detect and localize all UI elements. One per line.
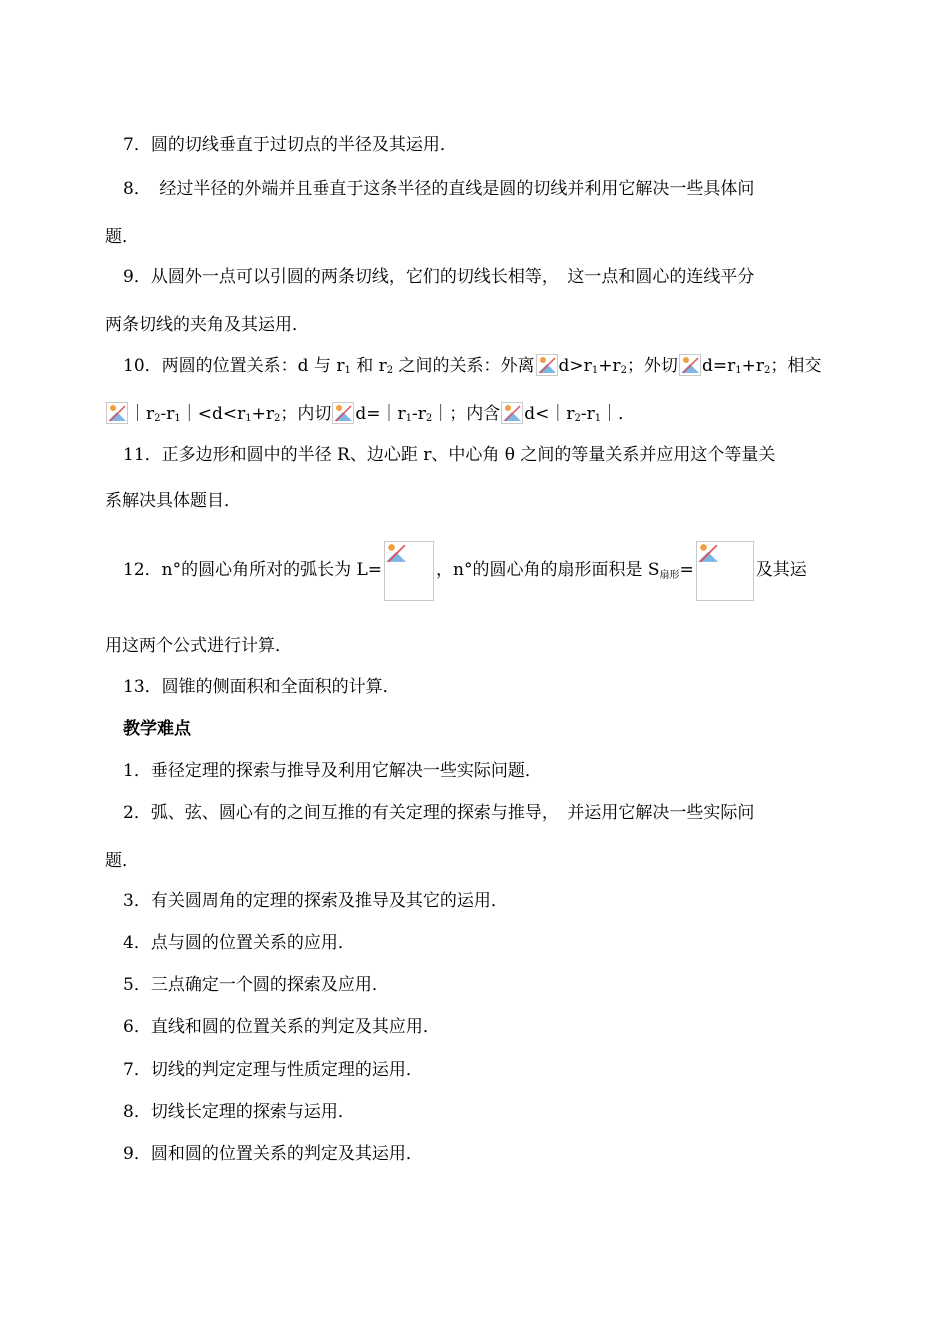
broken-image-icon xyxy=(106,402,128,424)
difficulty-4: 4．点与圆的位置关系的应用． xyxy=(123,933,355,953)
item-11-line2: 系解决具体题目． xyxy=(105,491,241,511)
item-10-line2: $|r_2-r_1|<d<r_1+r_2$；内切 $d=|r_1-r_2|$；内含 $d<|r_2-r_1|$． xyxy=(0,402,950,425)
item-9-line1: 9．从圆外一点可以引圆的两条切线，它们的切线长相等， 这一点和圆心的连线平分 xyxy=(123,267,755,287)
difficulty-3: 3．有关圆周角的定理的探索及推导及其它的运用． xyxy=(123,891,508,911)
sector-area-formula-image xyxy=(696,541,754,601)
difficulty-1: 1．垂径定理的探索与推导及利用它解决一些实际问题． xyxy=(123,761,542,781)
item-13: 13．圆锥的侧面积和全面积的计算． xyxy=(123,677,400,697)
difficulty-2-line1: 2．弧、弦、圆心有的之间互推的有关定理的探索与推导， 并运用它解决一些实际问 xyxy=(123,803,755,823)
item-11-line1: 11．正多边形和圆中的半径 R、边心距 r、中心角 θ 之间的等量关系并应用这个等量关 xyxy=(123,445,776,465)
item-8-line2: 题． xyxy=(105,227,139,247)
section-heading-difficulty: 教学难点 xyxy=(123,719,191,739)
difficulty-8: 8．切线长定理的探索与运用． xyxy=(123,1102,355,1122)
item-10-line1: 10．两圆的位置关系：d 与 $r_1$ 和 $r_2$ 之间的关系：外离 $d>r_1+r_2$；外切 $d=r_1+r_2$；相交 xyxy=(123,356,822,376)
item-12-line2: 用这两个公式进行计算． xyxy=(105,636,292,656)
broken-image-icon xyxy=(536,354,558,376)
arc-length-formula-image xyxy=(384,541,434,601)
item-7: 7．圆的切线垂直于过切点的半径及其运用． xyxy=(123,135,457,155)
difficulty-2-line2: 题． xyxy=(105,851,139,871)
broken-image-icon xyxy=(501,402,523,424)
difficulty-6: 6．直线和圆的位置关系的判定及其应用． xyxy=(123,1017,440,1037)
broken-image-icon xyxy=(332,402,354,424)
broken-image-icon xyxy=(679,354,701,376)
difficulty-7: 7．切线的判定定理与性质定理的运用． xyxy=(123,1060,423,1080)
item-12-line1: 12．n°的圆心角所对的弧长为 L= ，n°的圆心角的扇形面积是 S扇形= 及其运 xyxy=(0,540,950,600)
item-8-line1: 8． 经过半径的外端并且垂直于这条半径的直线是圆的切线并利用它解决一些具体问 xyxy=(123,179,755,199)
difficulty-9: 9．圆和圆的位置关系的判定及其运用． xyxy=(123,1144,423,1164)
item-9-line2: 两条切线的夹角及其运用． xyxy=(105,315,309,335)
difficulty-5: 5．三点确定一个圆的探索及应用． xyxy=(123,975,389,995)
